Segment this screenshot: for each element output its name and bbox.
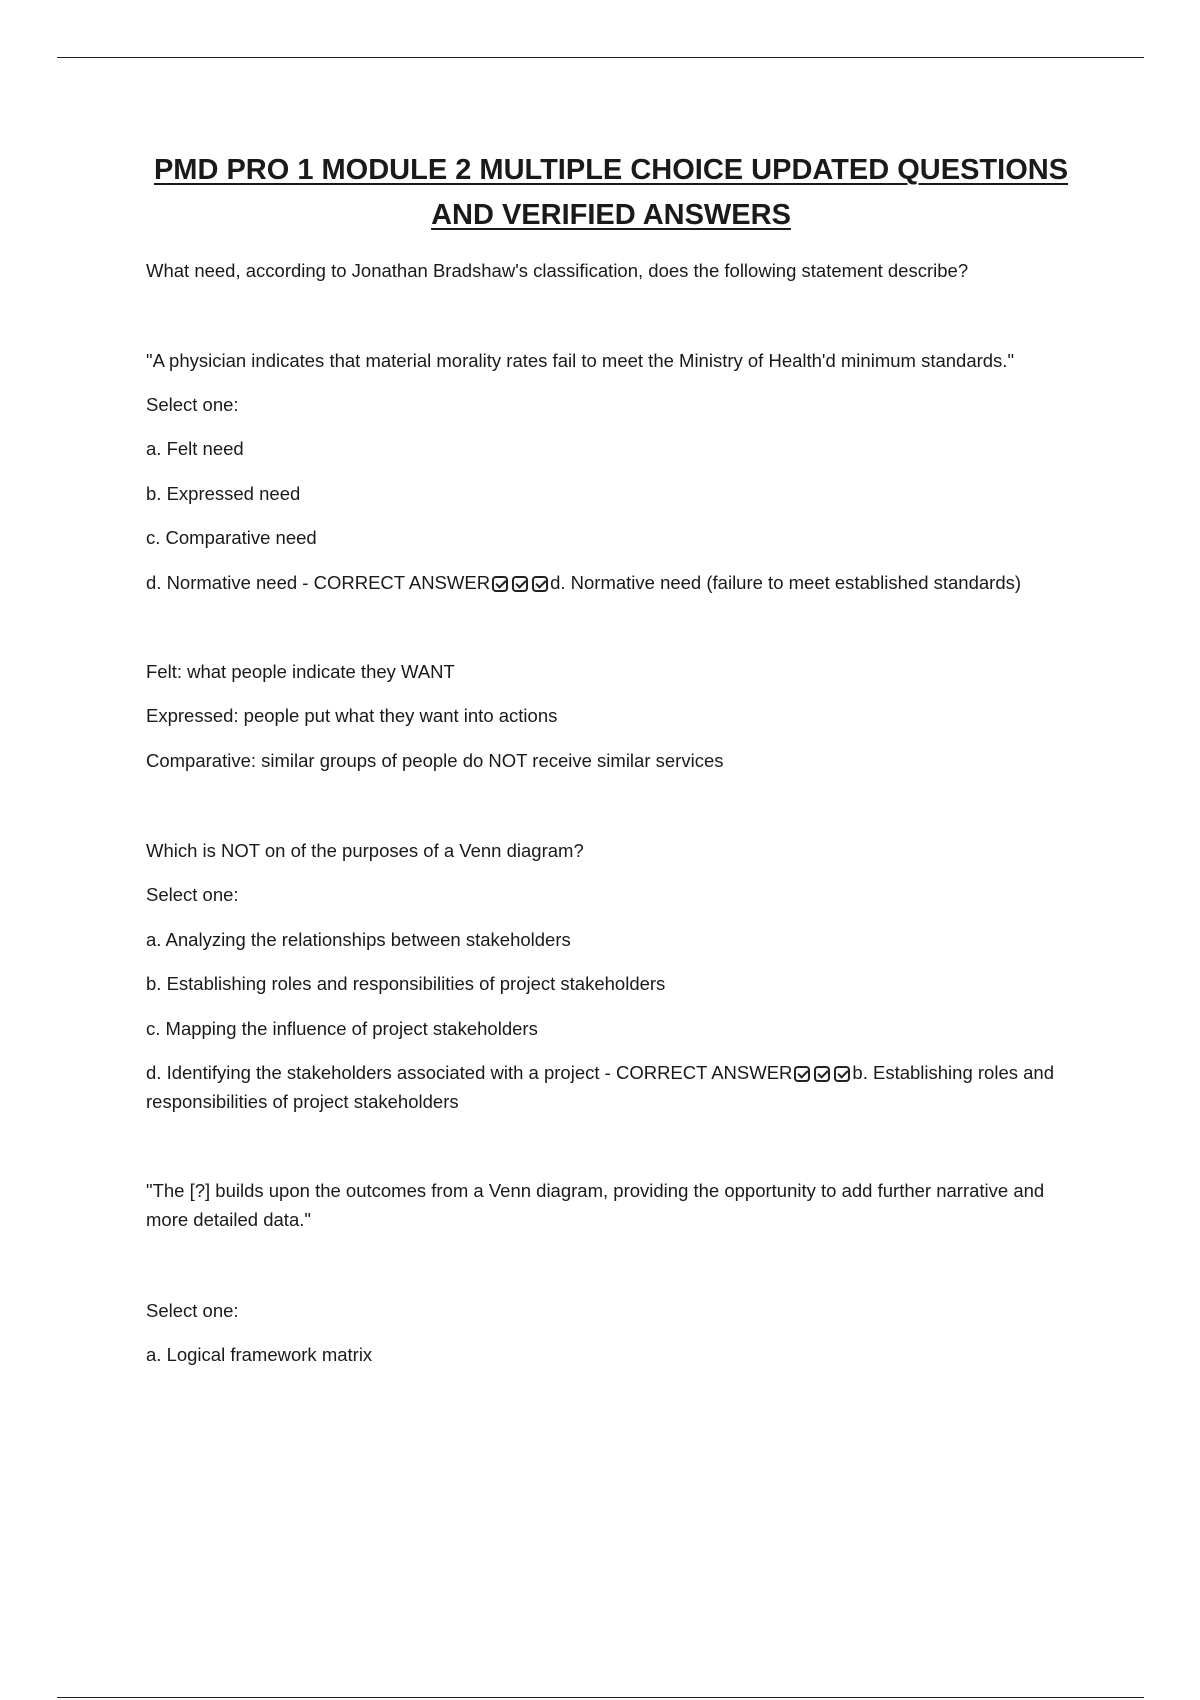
q2-option-b: b. Establishing roles and responsibilities of project stakeholders [146, 973, 666, 994]
title-line-2: AND VERIFIED ANSWERS [431, 199, 791, 231]
q1-option-d-label: d. Normative need - CORRECT ANSWER [146, 572, 491, 593]
q1-note-comparative: Comparative: similar groups of people do NOT receive similar services [146, 750, 724, 771]
check-box-icon [492, 576, 508, 592]
q2-select-one: Select one: [146, 884, 239, 905]
document-page [146, 148, 1076, 1369]
q2-option-d-label: d. Identifying the stakeholders associated with a project - CORRECT ANSWER [146, 1062, 793, 1083]
check-box-icon [814, 1066, 830, 1082]
top-rule [57, 57, 1144, 58]
q1-option-a: a. Felt need [146, 438, 244, 459]
document-title [146, 148, 1076, 238]
q1-option-c: c. Comparative need [146, 527, 317, 548]
q2-option-a: a. Analyzing the relationships between stakeholders [146, 929, 571, 950]
q1-statement: "A physician indicates that material morality rates fail to meet the Ministry of Health'd minimum standards." [146, 350, 1015, 371]
check-box-icon [834, 1066, 850, 1082]
q2-answer: b. Establishing roles and responsibilities of project stakeholders [146, 1062, 1054, 1112]
q3-select-one: Select one: [146, 1300, 239, 1321]
q1-answer: d. Normative need (failure to meet established standards) [550, 572, 1022, 593]
q2-option-c: c. Mapping the influence of project stakeholders [146, 1018, 538, 1039]
q1-option-d [146, 568, 1076, 597]
check-box-icon [794, 1066, 810, 1082]
q1-option-b: b. Expressed need [146, 483, 301, 504]
q1-question: What need, according to Jonathan Bradshaw's classification, does the following statement describe? [146, 260, 969, 281]
q1-select-one: Select one: [146, 394, 239, 415]
q3-option-a: a. Logical framework matrix [146, 1344, 373, 1365]
bottom-rule [57, 1697, 1144, 1698]
q1-note-expressed: Expressed: people put what they want into actions [146, 705, 558, 726]
q2-option-d [146, 1058, 1076, 1116]
check-box-icon [532, 576, 548, 592]
check-box-icon [512, 576, 528, 592]
q3-statement: "The [?] builds upon the outcomes from a Venn diagram, providing the opportunity to add further narrative and more detailed data." [146, 1180, 1045, 1230]
q2-question: Which is NOT on of the purposes of a Venn diagram? [146, 840, 584, 861]
q1-note-felt: Felt: what people indicate they WANT [146, 661, 455, 682]
title-line-1: PMD PRO 1 MODULE 2 MULTIPLE CHOICE UPDATED QUESTIONS [153, 154, 1069, 186]
